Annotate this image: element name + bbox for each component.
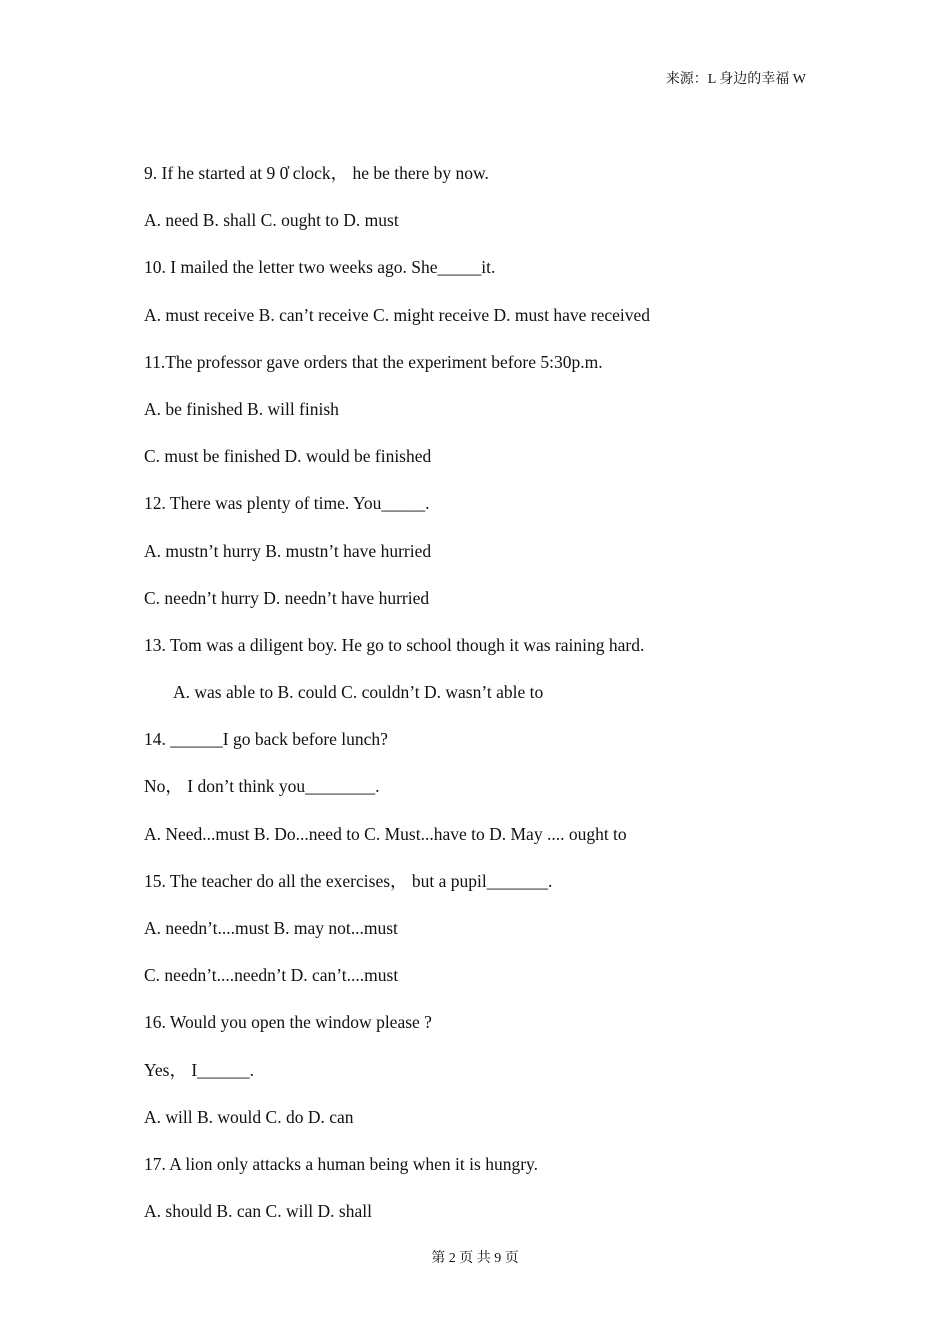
question-15-options-cd: C. needn’t....needn’t D. can’t....must bbox=[144, 965, 399, 986]
question-16-options: A. will B. would C. do D. can bbox=[144, 1106, 354, 1127]
question-14-options: A. Need...must B. Do...need to C. Must...have to D. May .... ought to bbox=[144, 823, 627, 844]
question-16-stem: 16. Would you open the window please ? bbox=[144, 1012, 432, 1033]
question-11-options-cd: C. must be finished D. would be finished bbox=[144, 446, 432, 467]
question-13-options: A. was able to B. could C. couldn’t D. wasn’t able to bbox=[173, 682, 544, 703]
question-14-response: No， I don’t think you________. bbox=[144, 776, 380, 797]
question-content bbox=[144, 162, 824, 1247]
question-17-stem: 17. A lion only attacks a human being when it is hungry. bbox=[144, 1153, 539, 1174]
question-15-stem: 15. The teacher do all the exercises， but a pupil_______. bbox=[144, 870, 553, 891]
question-12-stem: 12. There was plenty of time. You_____. bbox=[144, 493, 430, 514]
question-11-stem: 11.The professor gave orders that the experiment before 5:30p.m. bbox=[144, 351, 603, 372]
question-10-stem: 10. I mailed the letter two weeks ago. She_____it. bbox=[144, 257, 496, 278]
page-header-source: 来源：L 身边的幸福 W bbox=[665, 72, 806, 87]
question-12-options-cd: C. needn’t hurry D. needn’t have hurried bbox=[144, 587, 430, 608]
question-9-options: A. need B. shall C. ought to D. must bbox=[144, 210, 399, 231]
question-17-options: A. should B. can C. will D. shall bbox=[144, 1201, 372, 1222]
question-16-response: Yes， I______. bbox=[144, 1059, 255, 1080]
question-11-options-ab: A. be finished B. will finish bbox=[144, 398, 339, 419]
question-12-options-ab: A. mustn’t hurry B. mustn’t have hurried bbox=[144, 540, 432, 561]
page-number-footer: 第 2 页 共 9 页 bbox=[431, 1251, 519, 1266]
question-14-stem: 14. ______I go back before lunch? bbox=[144, 729, 388, 750]
question-15-options-ab: A. needn’t....must B. may not...must bbox=[144, 918, 398, 938]
question-13-stem: 13. Tom was a diligent boy. He go to school though it was raining hard. bbox=[144, 634, 645, 655]
question-9-stem: 9. If he started at 9 0̓ clock， he be there by now. bbox=[144, 163, 489, 183]
question-10-options: A. must receive B. can’t receive C. might receive D. must have received bbox=[144, 304, 651, 325]
